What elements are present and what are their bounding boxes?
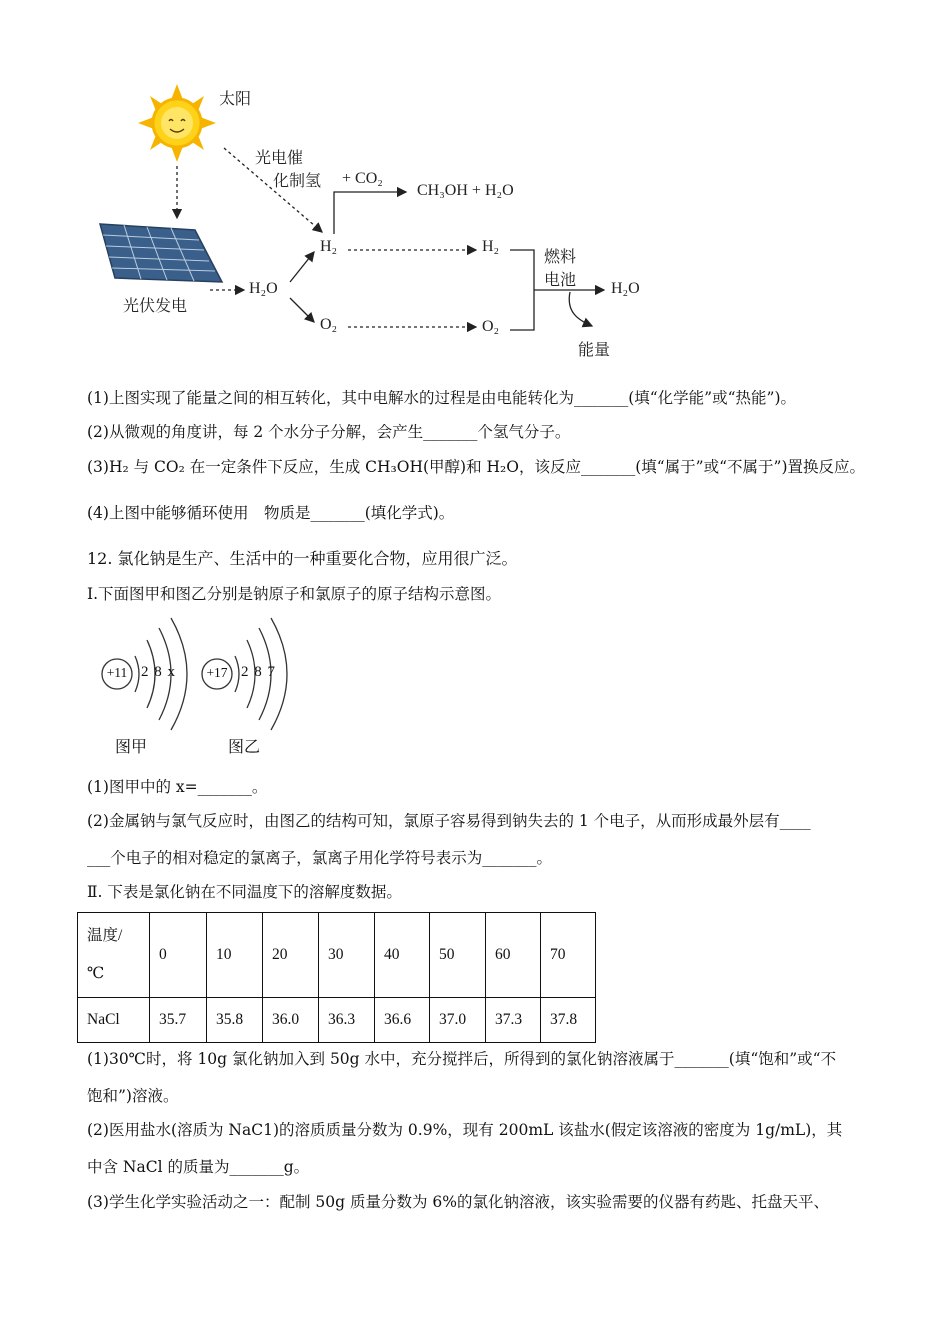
table-cell: 35.8 xyxy=(207,998,263,1043)
header-label-line-2: ℃ xyxy=(87,965,105,982)
question-12-title: 12. 氯化钠是生产、生活中的一种重要化合物，应用很广泛。 xyxy=(87,549,518,568)
table-row-label: NaCl xyxy=(78,998,150,1043)
sun-icon xyxy=(138,84,216,162)
question-1-2: (2)从微观的角度讲，每 2 个水分子分解，会产生_______个氢气分子。 xyxy=(87,423,571,441)
question-3-3: (3)学生化学实验活动之一：配制 50g 质量分数为 6%的氯化钠溶液，该实验需要的仪器有药匙、托盘天平、 xyxy=(87,1193,829,1211)
atom-structure-diagram xyxy=(95,612,295,762)
fuel-cell-label-2: 电池 xyxy=(544,270,577,289)
table-cell: 37.0 xyxy=(430,998,486,1043)
table-cell: 20 xyxy=(263,913,319,998)
table-cell: 36.0 xyxy=(263,998,319,1043)
energy-conversion-diagram xyxy=(0,0,950,380)
table-cell: 35.7 xyxy=(150,998,207,1043)
section-2-title: Ⅱ. 下表是氯化钠在不同温度下的溶解度数据。 xyxy=(87,883,402,901)
question-2-1: (1)图甲中的 x=_______。 xyxy=(87,778,268,796)
h2-to-methanol-arrow xyxy=(334,192,406,234)
energy-arrow xyxy=(569,292,592,326)
table-cell: 60 xyxy=(486,913,541,998)
solar-panel-icon xyxy=(100,224,222,282)
table-cell: 10 xyxy=(207,913,263,998)
product-label: CH₃OH + H₂O xyxy=(417,182,514,199)
solubility-table xyxy=(77,912,596,1043)
na-nucleus-charge: +11 xyxy=(106,665,128,680)
cl-electron-shells: 2 8 7 xyxy=(241,664,276,680)
section-1-title: Ⅰ.下面图甲和图乙分别是钠原子和氯原子的原子结构示意图。 xyxy=(87,585,502,603)
water-label: H₂O xyxy=(249,280,278,297)
question-2-2: (2)金属钠与氯气反应时，由图乙的结构可知，氯原子容易得到钠失去的 1 个电子，从而形成最外层有____ xyxy=(87,812,811,830)
cl-nucleus-charge: +17 xyxy=(206,665,228,680)
na-electron-shells: 2 8 x xyxy=(141,664,176,680)
h2-label-right: H₂ xyxy=(482,238,500,255)
table-cell: 40 xyxy=(375,913,430,998)
photocatalysis-label-2: 化制氢 xyxy=(273,171,322,190)
water-to-h2-arrow xyxy=(290,252,314,282)
o2-label-mid: O₂ xyxy=(320,316,338,333)
photocatalysis-label-1: 光电催 xyxy=(255,148,304,167)
table-cell: 37.3 xyxy=(486,998,541,1043)
table-cell: 30 xyxy=(319,913,375,998)
water-output-label: H₂O xyxy=(611,280,640,297)
cl-caption: 图乙 xyxy=(228,737,261,756)
header-label-line-1: 温度/ xyxy=(87,927,123,944)
question-2-2-cont: ___个电子的相对稳定的氯离子，氯离子用化学符号表示为_______。 xyxy=(87,849,553,867)
fuel-cell-bracket xyxy=(510,250,534,330)
energy-label: 能量 xyxy=(578,340,611,359)
question-3-1-cont: 饱和”)溶液。 xyxy=(87,1087,179,1105)
table-cell: 0 xyxy=(150,913,207,998)
table-row xyxy=(78,998,596,1043)
o2-label-right: O₂ xyxy=(482,318,500,335)
question-1-4: (4)上图中能够循环使用 物质是_______(填化学式)。 xyxy=(87,504,455,522)
question-3-2: (2)医用盐水(溶质为 NaC1)的溶质质量分数为 0.9%，现有 200mL 该盐水(假定该溶液的密度为 1g/mL)，其 xyxy=(87,1121,843,1139)
question-3-1: (1)30℃时，将 10g 氯化钠加入到 50g 水中，充分搅拌后，所得到的氯化钠溶液属于_______(填“饱和”或“不 xyxy=(87,1050,837,1068)
sun-label: 太阳 xyxy=(219,89,252,108)
co2-label: + CO₂ xyxy=(342,170,383,187)
table-cell: 37.8 xyxy=(541,998,596,1043)
table-header-label xyxy=(78,913,150,998)
question-3-2-cont: 中含 NaCl 的质量为_______g。 xyxy=(87,1158,310,1176)
question-1-1: (1)上图实现了能量之间的相互转化，其中电解水的过程是由电能转化为_______(填“化学能”或“热能”)。 xyxy=(87,389,796,407)
question-1-3: (3)H₂ 与 CO₂ 在一定条件下反应，生成 CH₃OH(甲醇)和 H₂O，该反应_______(填“属于”或“不属于”)置换反应。 xyxy=(87,458,865,476)
table-cell: 70 xyxy=(541,913,596,998)
fuel-cell-label-1: 燃料 xyxy=(544,247,577,266)
table-cell: 50 xyxy=(430,913,486,998)
na-caption: 图甲 xyxy=(115,737,148,756)
table-cell: 36.6 xyxy=(375,998,430,1043)
table-cell: 36.3 xyxy=(319,998,375,1043)
h2-label-mid: H₂ xyxy=(320,238,338,255)
pv-label: 光伏发电 xyxy=(123,296,188,315)
water-to-o2-arrow xyxy=(290,298,314,322)
table-row xyxy=(78,913,596,998)
